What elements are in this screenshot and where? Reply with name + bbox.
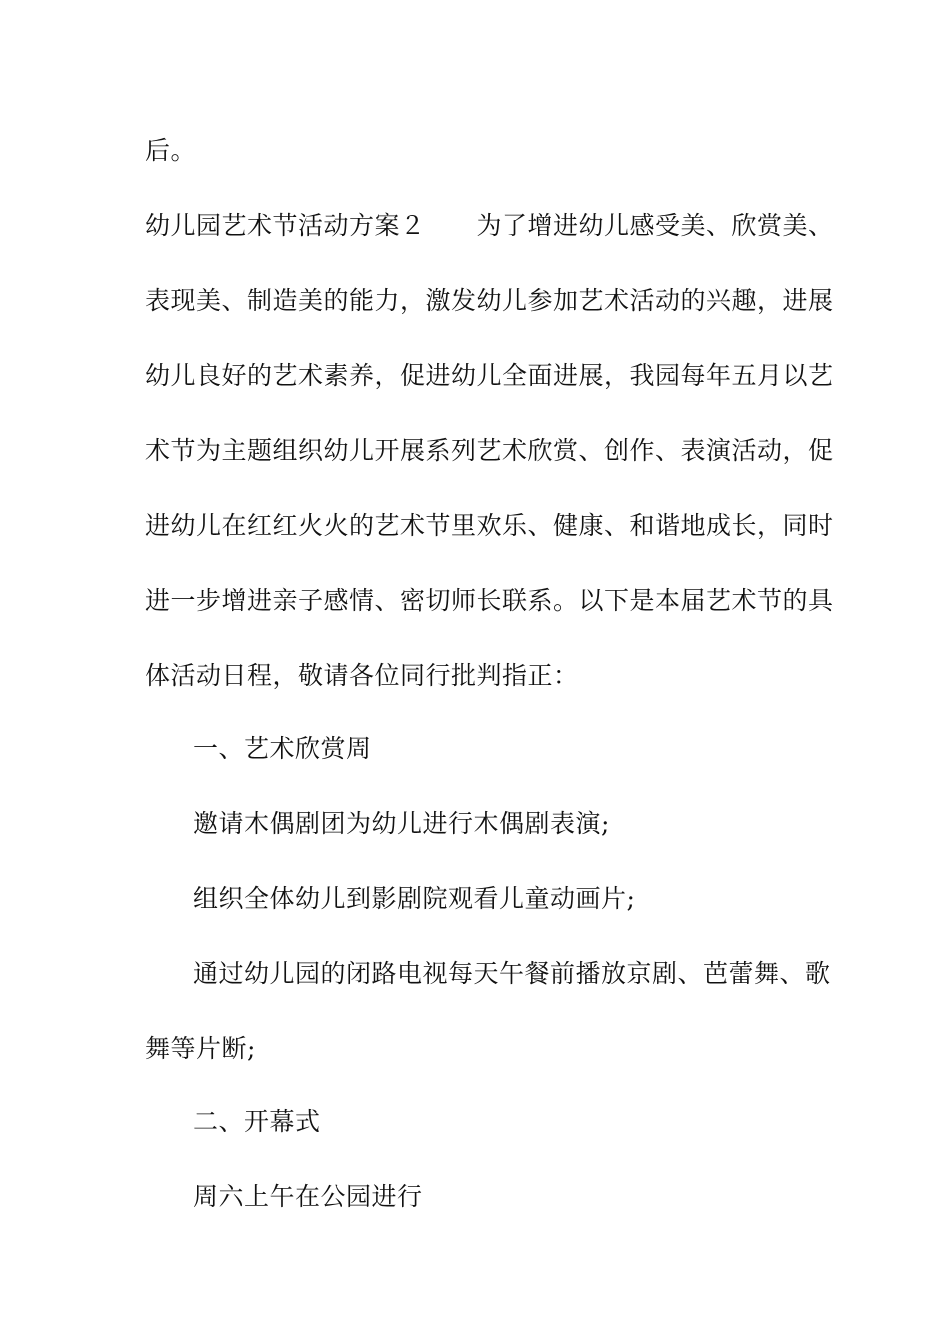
section-title-line: 幼儿园艺术节活动方案２ 为了增进幼儿感受美、欣赏美、 bbox=[145, 211, 834, 240]
list-item: 通过幼儿园的闭路电视每天午餐前播放京剧、芭蕾舞、歌 bbox=[193, 959, 831, 988]
list-item: 组织全体幼儿到影剧院观看儿童动画片; bbox=[193, 884, 636, 913]
text-line: 舞等片断; bbox=[145, 1034, 256, 1063]
text-line: 体活动日程，敬请各位同行批判指正： bbox=[145, 661, 579, 690]
text-line: 进一步增进亲子感情、密切师长联系。以下是本届艺术节的具 bbox=[145, 586, 834, 615]
text-line: 幼儿良好的艺术素养，促进幼儿全面进展，我园每年五月以艺 bbox=[145, 361, 834, 390]
heading-art-appreciation-week: 一、艺术欣赏周 bbox=[193, 734, 372, 763]
text-line: 后。 bbox=[145, 136, 197, 165]
heading-opening-ceremony: 二、开幕式 bbox=[193, 1107, 321, 1136]
text-line: 周六上午在公园进行 bbox=[193, 1182, 423, 1211]
text-line: 术节为主题组织幼儿开展系列艺术欣赏、创作、表演活动，促 bbox=[145, 436, 834, 465]
list-item: 邀请木偶剧团为幼儿进行木偶剧表演; bbox=[193, 809, 610, 838]
text-line: 表现美、制造美的能力，激发幼儿参加艺术活动的兴趣，进展 bbox=[145, 286, 834, 315]
text-line: 进幼儿在红红火火的艺术节里欢乐、健康、和谐地成长，同时 bbox=[145, 511, 834, 540]
